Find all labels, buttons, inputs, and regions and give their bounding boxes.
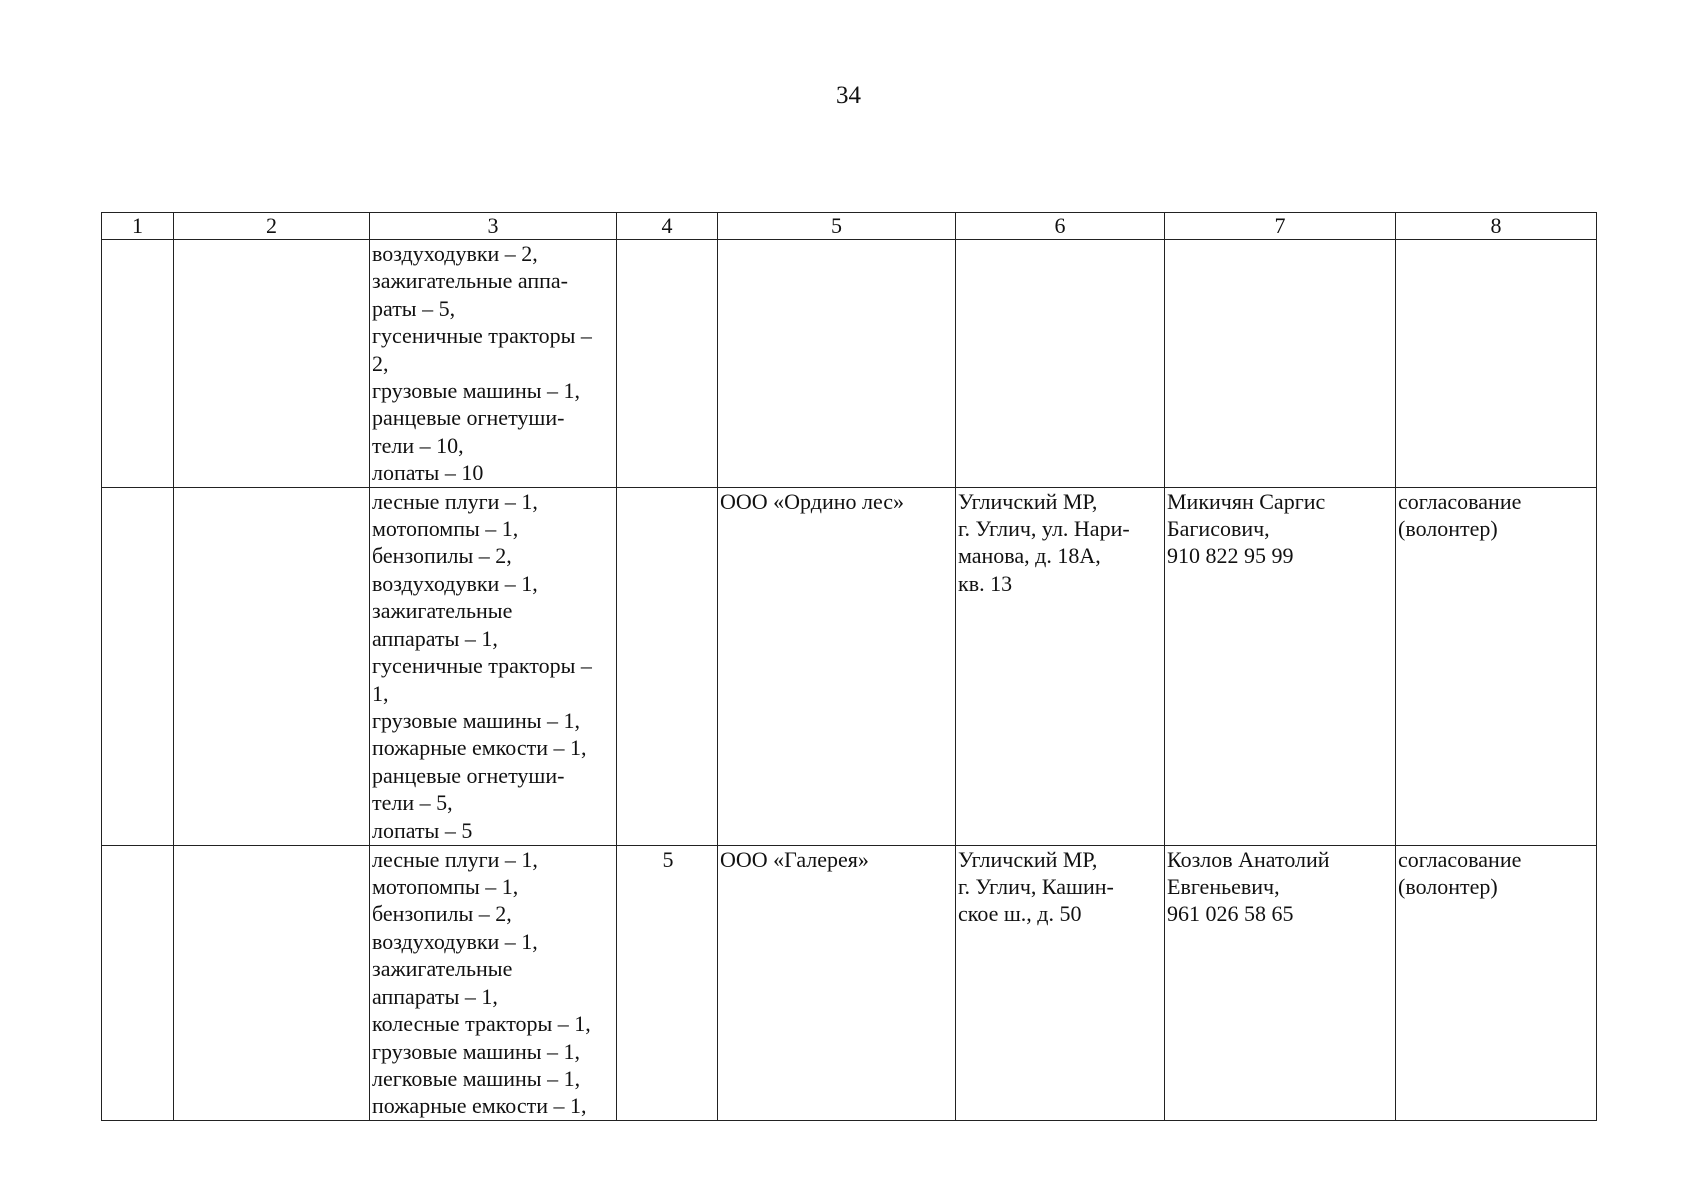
- equipment-line: воздуходувки – 1,: [372, 570, 538, 596]
- equipment-line: воздуходувки – 2,: [372, 241, 538, 266]
- equipment-line: пожарные емкости – 1,: [372, 1093, 587, 1119]
- status-line: согласование: [1398, 846, 1522, 872]
- district-cell: [174, 845, 370, 1120]
- count-cell: [617, 487, 718, 845]
- contact-cell: [1165, 845, 1396, 1120]
- header-cell: 8: [1396, 213, 1597, 240]
- count-cell: [617, 240, 718, 488]
- count-cell: 5: [617, 845, 718, 1120]
- equipment-line: бензопилы – 2,: [372, 543, 512, 569]
- address-line: Угличский МР,: [958, 846, 1098, 872]
- address-cell: [956, 845, 1165, 1120]
- status-cell: [1396, 487, 1597, 845]
- equipment-line: гусеничные тракторы –: [372, 653, 592, 679]
- header-cell: 6: [956, 213, 1165, 240]
- equipment-line: тели – 5,: [372, 790, 453, 816]
- address-line: Угличский МР,: [958, 488, 1098, 514]
- equipment-line: зажигательные: [372, 956, 513, 982]
- table-row: [102, 487, 1597, 845]
- equipment-line: гусеничные тракторы –: [372, 323, 592, 349]
- status-cell: [1396, 240, 1597, 488]
- equipment-line: легковые машины – 1,: [372, 1065, 581, 1091]
- header-cell: 5: [718, 213, 956, 240]
- equipment-line: лопаты – 5: [372, 817, 473, 843]
- contact-line: Багисович,: [1167, 516, 1270, 542]
- equipment-line: 2,: [372, 350, 389, 376]
- page-number: 34: [836, 82, 861, 109]
- table-row: [102, 240, 1597, 488]
- phone-number: 910 822 95 99: [1167, 543, 1294, 569]
- organization-cell: [718, 240, 956, 488]
- equipment-cell: [370, 487, 617, 845]
- organization-cell: ООО «Ордино лес»: [718, 487, 956, 845]
- equipment-line: 1,: [372, 680, 389, 706]
- address-cell: [956, 487, 1165, 845]
- address-line: г. Углич, ул. Нари-: [958, 516, 1130, 542]
- equipment-line: грузовые машины – 1,: [372, 378, 581, 404]
- status-cell: [1396, 845, 1597, 1120]
- header-cell: 1: [102, 213, 174, 240]
- equipment-line: зажигательные аппа-: [372, 268, 568, 294]
- status-line: согласование: [1398, 488, 1522, 514]
- equipment-cell: [370, 845, 617, 1120]
- address-line: г. Углич, Кашин-: [958, 874, 1114, 900]
- row-number-cell: [102, 240, 174, 488]
- equipment-line: раты – 5,: [372, 295, 456, 321]
- equipment-line: пожарные емкости – 1,: [372, 735, 587, 761]
- address-line: манова, д. 18А,: [958, 543, 1101, 569]
- organization-cell: ООО «Галерея»: [718, 845, 956, 1120]
- equipment-line: грузовые машины – 1,: [372, 707, 581, 733]
- equipment-line: лесные плуги – 1,: [372, 488, 538, 514]
- header-cell: 4: [617, 213, 718, 240]
- table-row: [102, 845, 1597, 1120]
- contact-line: Евгеньевич,: [1167, 874, 1280, 900]
- header-cell: 7: [1165, 213, 1396, 240]
- header-cell: 3: [370, 213, 617, 240]
- equipment-line: мотопомпы – 1,: [372, 516, 519, 542]
- address-cell: [956, 240, 1165, 488]
- address-line: ское ш., д. 50: [958, 901, 1082, 927]
- phone-number: 961 026 58 65: [1167, 901, 1294, 927]
- address-line: кв. 13: [958, 570, 1013, 596]
- status-line: (волонтер): [1398, 874, 1498, 900]
- equipment-line: ранцевые огнетуши-: [372, 762, 565, 788]
- equipment-line: зажигательные: [372, 598, 513, 624]
- equipment-line: грузовые машины – 1,: [372, 1038, 581, 1064]
- equipment-line: воздуходувки – 1,: [372, 928, 538, 954]
- equipment-line: аппараты – 1,: [372, 625, 498, 651]
- equipment-line: бензопилы – 2,: [372, 901, 512, 927]
- resources-table: [101, 212, 1597, 1121]
- contact-cell: [1165, 487, 1396, 845]
- header-cell: 2: [174, 213, 370, 240]
- equipment-line: лопаты – 10: [372, 460, 484, 486]
- contact-line: Козлов Анатолий: [1167, 846, 1330, 872]
- status-line: (волонтер): [1398, 516, 1498, 542]
- equipment-line: лесные плуги – 1,: [372, 846, 538, 872]
- equipment-cell: [370, 240, 617, 488]
- district-cell: [174, 487, 370, 845]
- row-number-cell: [102, 845, 174, 1120]
- equipment-line: колесные тракторы – 1,: [372, 1011, 591, 1037]
- equipment-line: аппараты – 1,: [372, 983, 498, 1009]
- row-number-cell: [102, 487, 174, 845]
- contact-cell: [1165, 240, 1396, 488]
- equipment-line: ранцевые огнетуши-: [372, 405, 565, 431]
- district-cell: [174, 240, 370, 488]
- contact-line: Микичян Саргис: [1167, 488, 1326, 514]
- equipment-line: тели – 10,: [372, 432, 464, 458]
- equipment-line: мотопомпы – 1,: [372, 874, 519, 900]
- table-header-row: [102, 213, 1597, 240]
